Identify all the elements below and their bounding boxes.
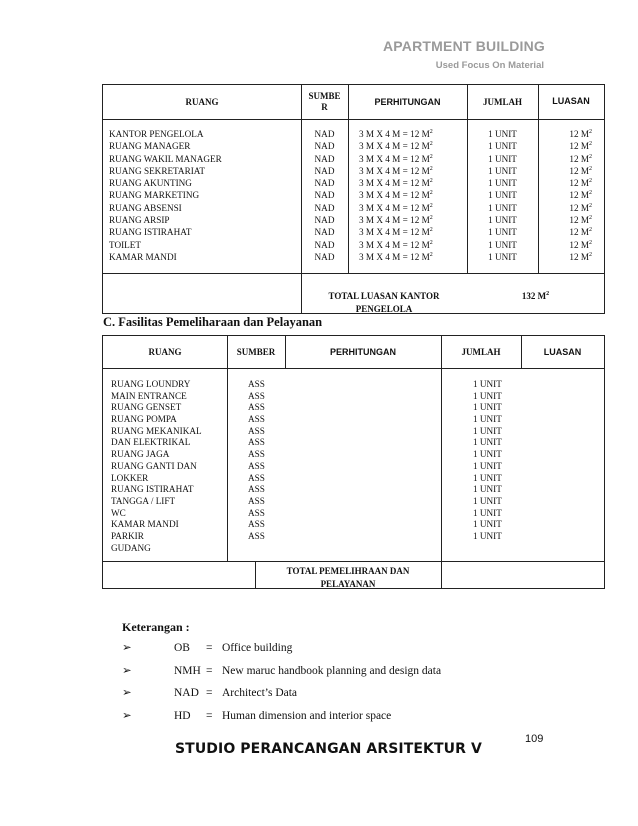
cell-ruang: RUANG ABSENSI	[109, 202, 182, 213]
superscript: 2	[589, 239, 592, 246]
cell-ruang: RUANG MANAGER	[109, 141, 191, 152]
value-text: 3 M X 4 M = 12 M	[359, 239, 430, 250]
cell-ruang: RUANG LOUNDRY	[111, 379, 191, 389]
value-text: 12 M	[569, 129, 589, 139]
total-label: TOTAL LUASAN KANTOR PENGELOLA	[328, 291, 440, 314]
cell-sumber: NAD	[314, 227, 335, 238]
superscript: 2	[429, 239, 433, 246]
value-text: 3 M X 4 M = 12 M	[359, 165, 430, 176]
column-sumber	[301, 128, 348, 263]
superscript: 2	[429, 129, 433, 135]
arrow-bullet-icon: ➢	[122, 642, 132, 654]
column-ruang	[109, 128, 222, 263]
cell-ruang: RUANG GANTI DAN	[111, 460, 197, 471]
header-luasan: LUASAN	[543, 346, 582, 357]
cell-sumber: ASS	[248, 519, 265, 530]
cell-ruang: RUANG MEKANIKAL	[111, 425, 202, 436]
cell-luasan	[538, 251, 592, 263]
cell-sumber: ASS	[248, 437, 265, 448]
cell-ruang: WC	[111, 507, 126, 518]
value-text: 12 M	[569, 190, 589, 201]
cell-sumber: ASS	[248, 390, 265, 401]
cell-jumlah: 1 UNIT	[488, 251, 517, 262]
cell-ruang: RUANG ARSIP	[109, 215, 170, 226]
superscript: 2	[429, 153, 433, 160]
cell-jumlah: 1 UNIT	[473, 437, 502, 448]
cell-sumber: ASS	[248, 460, 265, 471]
cell-ruang: KAMAR MANDI	[111, 519, 179, 530]
cell-ruang: KAMAR MANDI	[109, 251, 177, 262]
cell-ruang: LOKKER	[111, 472, 149, 483]
superscript: 2	[589, 129, 592, 135]
item-desc: New maruc handbook planning and design data	[222, 664, 442, 677]
item-equals: =	[206, 664, 213, 677]
cell-jumlah: 1 UNIT	[473, 484, 502, 495]
value-text: 12 M	[569, 227, 589, 238]
item-abbr: HD	[174, 709, 191, 722]
value-text: 12 M	[569, 153, 589, 164]
column-jumlah	[467, 128, 538, 263]
section-title: C. Fasilitas Pemeliharaan dan Pelayanan	[103, 315, 323, 329]
column-jumlah	[473, 379, 502, 543]
header-perhitungan: PERHITUNGAN	[329, 346, 396, 357]
cell-jumlah: 1 UNIT	[488, 153, 517, 164]
cell-jumlah: 1 UNIT	[473, 425, 502, 436]
cell-perhitungan	[359, 128, 433, 140]
superscript: 2	[589, 202, 592, 209]
cell-jumlah: 1 UNIT	[473, 414, 502, 425]
superscript: 2	[589, 215, 592, 222]
value-text: 3 M X 4 M = 12 M	[359, 215, 430, 226]
arrow-bullet-icon: ➢	[122, 687, 132, 699]
item-desc: Human dimension and interior space	[222, 709, 392, 722]
cell-luasan	[538, 202, 592, 214]
cell-ruang: RUANG WAKIL MANAGER	[109, 153, 222, 164]
item-equals: =	[206, 642, 213, 654]
total-label: TOTAL PEMELIHRAAN DAN PELAYANAN	[286, 566, 410, 589]
cell-perhitungan	[359, 189, 433, 201]
value-text: 3 M X 4 M = 12 M	[359, 153, 430, 164]
cell-jumlah: 1 UNIT	[473, 379, 502, 389]
cell-perhitungan	[359, 165, 433, 177]
cell-luasan	[538, 214, 592, 226]
cell-perhitungan	[359, 226, 433, 238]
item-abbr: OB	[174, 642, 190, 654]
item-desc: Office building	[222, 642, 293, 654]
cell-perhitungan	[359, 251, 433, 263]
superscript: 2	[429, 215, 433, 222]
superscript: 2	[589, 141, 592, 148]
cell-ruang: TOILET	[109, 239, 141, 250]
cell-sumber: NAD	[314, 215, 335, 226]
cell-jumlah: 1 UNIT	[473, 449, 502, 460]
cell-luasan	[538, 165, 592, 177]
cell-ruang: RUANG GENSET	[111, 402, 182, 413]
table-kantor-pengelola	[102, 84, 605, 314]
superscript: 2	[589, 178, 592, 185]
arrow-bullet-icon: ➢	[122, 664, 132, 677]
header-jumlah: JUMLAH	[461, 346, 501, 357]
cell-sumber: ASS	[248, 495, 265, 506]
cell-ruang: DAN ELEKTRIKAL	[111, 437, 191, 448]
superscript: 2	[429, 202, 433, 209]
cell-ruang: RUANG AKUNTING	[109, 178, 192, 189]
cell-perhitungan	[359, 153, 433, 165]
cell-luasan	[538, 189, 592, 201]
superscript: 2	[429, 190, 433, 197]
cell-luasan	[538, 153, 592, 165]
cell-sumber: NAD	[314, 239, 335, 250]
cell-luasan	[538, 226, 592, 238]
cell-ruang: KANTOR PENGELOLA	[109, 129, 204, 139]
header-ruang: RUANG	[185, 96, 219, 107]
cell-sumber: NAD	[314, 202, 335, 213]
cell-jumlah: 1 UNIT	[473, 402, 502, 413]
header-sumber: SUMBE R	[308, 91, 341, 112]
superscript: 2	[429, 141, 433, 148]
cell-ruang: RUANG POMPA	[111, 414, 177, 425]
cell-jumlah: 1 UNIT	[488, 190, 517, 201]
cell-ruang: GUDANG	[111, 542, 151, 553]
cell-jumlah: 1 UNIT	[488, 178, 517, 189]
cell-sumber: ASS	[248, 379, 265, 389]
column-ruang	[111, 379, 202, 554]
column-sumber	[248, 379, 265, 543]
cell-jumlah: 1 UNIT	[473, 519, 502, 530]
value-text: 3 M X 4 M = 12 M	[359, 202, 430, 213]
cell-perhitungan	[359, 177, 433, 189]
header-luasan: LUASAN	[552, 96, 590, 106]
superscript: 2	[589, 153, 592, 160]
footer-title: STUDIO PERANCANGAN ARSITEKTUR V	[175, 741, 482, 757]
superscript: 2	[429, 178, 433, 185]
cell-ruang: RUANG ISTIRAHAT	[109, 227, 192, 238]
cell-jumlah: 1 UNIT	[488, 227, 517, 238]
superscript: 2	[429, 165, 433, 172]
cell-sumber: ASS	[248, 472, 265, 483]
document-subtitle: Used Focus On Material	[435, 60, 544, 71]
column-perhitungan	[359, 128, 433, 263]
cell-jumlah: 1 UNIT	[488, 141, 517, 152]
item-desc: Architect’s Data	[222, 687, 298, 699]
cell-ruang: RUANG JAGA	[111, 449, 170, 460]
page-number: 109	[525, 733, 544, 745]
table-pemeliharaan-pelayanan	[102, 335, 605, 589]
cell-luasan	[538, 140, 592, 152]
cell-sumber: NAD	[314, 129, 335, 139]
cell-luasan	[538, 239, 592, 251]
value-text: 12 M	[569, 202, 589, 213]
value-text: 3 M X 4 M = 12 M	[359, 178, 430, 189]
cell-sumber: NAD	[314, 251, 335, 262]
cell-sumber: NAD	[314, 165, 335, 176]
superscript: 2	[589, 227, 592, 234]
cell-sumber: ASS	[248, 414, 265, 425]
cell-ruang: PARKIR	[111, 530, 144, 541]
header-ruang: RUANG	[148, 346, 182, 357]
cell-perhitungan	[359, 140, 433, 152]
cell-sumber: ASS	[248, 484, 265, 495]
cell-jumlah: 1 UNIT	[488, 129, 517, 139]
cell-jumlah: 1 UNIT	[473, 460, 502, 471]
superscript: 2	[589, 190, 592, 197]
cell-sumber: NAD	[314, 153, 335, 164]
header-sumber: SUMBER	[236, 346, 276, 357]
cell-jumlah: 1 UNIT	[473, 495, 502, 506]
cell-jumlah: 1 UNIT	[488, 202, 517, 213]
value-text: 3 M X 4 M = 12 M	[359, 190, 430, 201]
superscript: 2	[429, 251, 433, 258]
cell-jumlah: 1 UNIT	[473, 472, 502, 483]
cell-sumber: ASS	[248, 507, 265, 518]
item-abbr: NMH	[174, 664, 201, 677]
cell-ruang: RUANG SEKRETARIAT	[109, 165, 205, 176]
column-luasan	[538, 128, 592, 263]
header-jumlah: JUMLAH	[483, 96, 522, 107]
cell-luasan	[538, 128, 592, 140]
item-equals: =	[206, 709, 213, 722]
cell-sumber: ASS	[248, 402, 265, 413]
value-text: 3 M X 4 M = 12 M	[359, 141, 430, 152]
value-text: 12 M	[569, 215, 589, 226]
cell-jumlah: 1 UNIT	[488, 215, 517, 226]
cell-perhitungan	[359, 239, 433, 251]
item-abbr: NAD	[174, 687, 199, 699]
value-text: 12 M	[569, 141, 589, 152]
arrow-bullet-icon: ➢	[122, 709, 132, 722]
cell-ruang: MAIN ENTRANCE	[111, 390, 187, 401]
superscript: 2	[589, 165, 592, 172]
keterangan-title: Keterangan :	[122, 620, 190, 634]
value-text: 12 M	[569, 251, 589, 262]
cell-luasan	[538, 177, 592, 189]
value-text: 12 M	[569, 239, 589, 250]
cell-jumlah: 1 UNIT	[488, 239, 517, 250]
cell-jumlah: 1 UNIT	[488, 165, 517, 176]
cell-perhitungan	[359, 214, 433, 226]
cell-sumber: ASS	[248, 530, 265, 541]
superscript: 2	[589, 251, 592, 258]
value-text: 12 M	[569, 178, 589, 189]
cell-sumber: ASS	[248, 425, 265, 436]
cell-sumber: NAD	[314, 190, 335, 201]
document-title: APARTMENT BUILDING	[383, 38, 545, 54]
cell-jumlah: 1 UNIT	[473, 507, 502, 518]
cell-ruang: TANGGA / LIFT	[111, 495, 176, 506]
value-text: 3 M X 4 M = 12 M	[359, 251, 430, 262]
cell-ruang: RUANG MARKETING	[109, 190, 200, 201]
cell-sumber: NAD	[314, 178, 335, 189]
cell-sumber: ASS	[248, 449, 265, 460]
cell-sumber: NAD	[314, 141, 335, 152]
header-perhitungan: PERHITUNGAN	[374, 96, 441, 107]
cell-perhitungan	[359, 202, 433, 214]
value-text: 3 M X 4 M = 12 M	[359, 129, 430, 139]
cell-jumlah: 1 UNIT	[473, 390, 502, 401]
value-text: 3 M X 4 M = 12 M	[359, 227, 430, 238]
superscript: 2	[429, 227, 433, 234]
total-value: 132 $M^2$	[521, 291, 550, 301]
cell-jumlah: 1 UNIT	[473, 530, 502, 541]
value-text: 12 M	[569, 165, 589, 176]
item-equals: =	[206, 687, 213, 699]
cell-ruang: RUANG ISTIRAHAT	[111, 484, 194, 495]
